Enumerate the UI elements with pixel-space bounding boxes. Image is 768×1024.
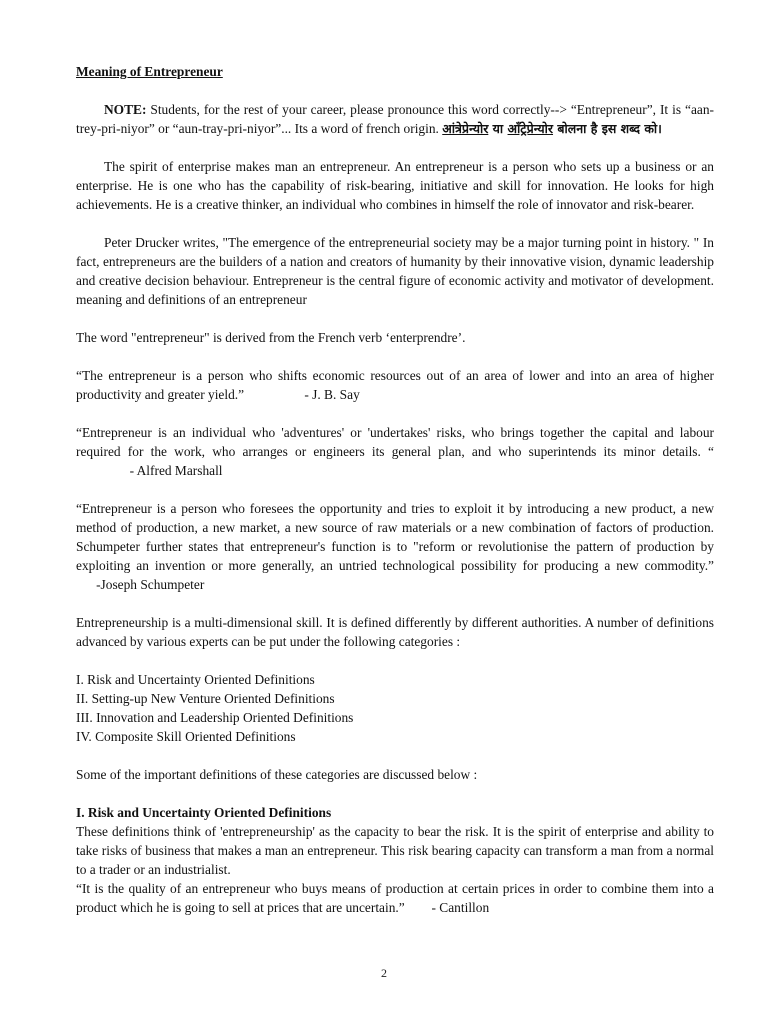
note-label: NOTE:	[104, 102, 147, 117]
hindi-word-1: आंत्रेप्रेन्योर	[442, 121, 489, 136]
schumpeter-attribution: -Joseph Schumpeter	[76, 577, 205, 592]
document-page	[76, 62, 714, 917]
hindi-note	[442, 121, 662, 136]
cantillon-definition	[76, 879, 714, 917]
hindi-rest: बोलना है इस शब्द को।	[553, 121, 662, 136]
list-item: I. Risk and Uncertainty Oriented Definitions	[76, 672, 315, 687]
some-definitions-paragraph: Some of the important definitions of these categories are discussed below :	[76, 767, 478, 782]
drucker-paragraph: Peter Drucker writes, "The emergence of the entrepreneurial society may be a major turning point in history. " In fact, entrepreneurs are the builders of a nation and creators of humanity by their innovative vision, dynamic leadership and creative decision behaviour. Entrepreneur is the central figure of economic activity and motivator of development. meaning and definitions of an entrepreneur	[76, 235, 714, 307]
say-quote: “The entrepreneur is a person who shifts economic resources out of an area of lower and into an area of higher productivity and greater yield.”	[76, 368, 714, 402]
marshall-attribution: - Alfred Marshall	[76, 463, 223, 478]
spirit-paragraph: The spirit of enterprise makes man an entrepreneur. An entrepreneur is a person who sets up a business or an enterprise. He is one who has the capability of risk-bearing, initiative and skill for innovation. He looks for high achievements. He is a creative thinker, an individual who combines in himself the role of innovator and risk-bearer.	[76, 159, 714, 212]
schumpeter-definition	[76, 499, 714, 594]
hindi-word-2: ऑंट्रेप्रेन्योर	[507, 121, 554, 136]
page-title: Meaning of Entrepreneur	[76, 64, 223, 79]
cantillon-quote: “It is the quality of an entrepreneur who buys means of production at certain prices in order to combine them into a product which he is going to sell at prices that are uncertain.”	[76, 881, 714, 915]
page-number: 2	[381, 966, 387, 980]
note-text: Students, for the rest of your career, please pronounce this word correctly--> “Entrepreneur”, It is “aan-trey-pri-niyor” or “aun-tray-pri-niyor”... Its a word of french origin.	[76, 102, 714, 136]
multi-dimensional-paragraph: Entrepreneurship is a multi-dimensional skill. It is defined differently by different authorities. A number of definitions advanced by various experts can be put under the following categories :	[76, 615, 714, 649]
say-definition	[76, 366, 714, 404]
section-body: These definitions think of 'entrepreneurship' as the capacity to bear the risk. It is the spirit of enterprise and ability to take risks of business that makes a man an entrepreneur. This risk bearing capacity can transform a man from a normal to a trader or an industrialist.	[76, 824, 714, 877]
list-item: II. Setting-up New Venture Oriented Definitions	[76, 691, 335, 706]
categories-list	[76, 670, 714, 746]
section-heading: I. Risk and Uncertainty Oriented Definitions	[76, 805, 332, 820]
marshall-quote: “Entrepreneur is an individual who 'adventures' or 'undertakes' risks, who brings together the capital and labour required for the work, who arranges or engineers its general plan, and who superintends its minor details. “	[76, 425, 714, 459]
hindi-or: या	[488, 121, 508, 136]
marshall-definition	[76, 423, 714, 480]
schumpeter-quote: “Entrepreneur is a person who foresees the opportunity and tries to exploit it by introducing a new product, a new method of production, a new market, a new source of raw materials or a new combination of factors of production. Schumpeter further states that entrepreneur's function is to "reform or revolutionise the pattern of production by exploiting an invention or more generally, an untried technological possibility for producing a new commodity.”	[76, 501, 714, 573]
derived-paragraph: The word "entrepreneur" is derived from the French verb ‘enterprendre’.	[76, 330, 466, 345]
say-attribution: - J. B. Say	[244, 387, 360, 402]
cantillon-attribution: - Cantillon	[404, 900, 490, 915]
list-item: IV. Composite Skill Oriented Definitions	[76, 729, 296, 744]
list-item: III. Innovation and Leadership Oriented Definitions	[76, 710, 354, 725]
note-paragraph	[76, 100, 714, 138]
